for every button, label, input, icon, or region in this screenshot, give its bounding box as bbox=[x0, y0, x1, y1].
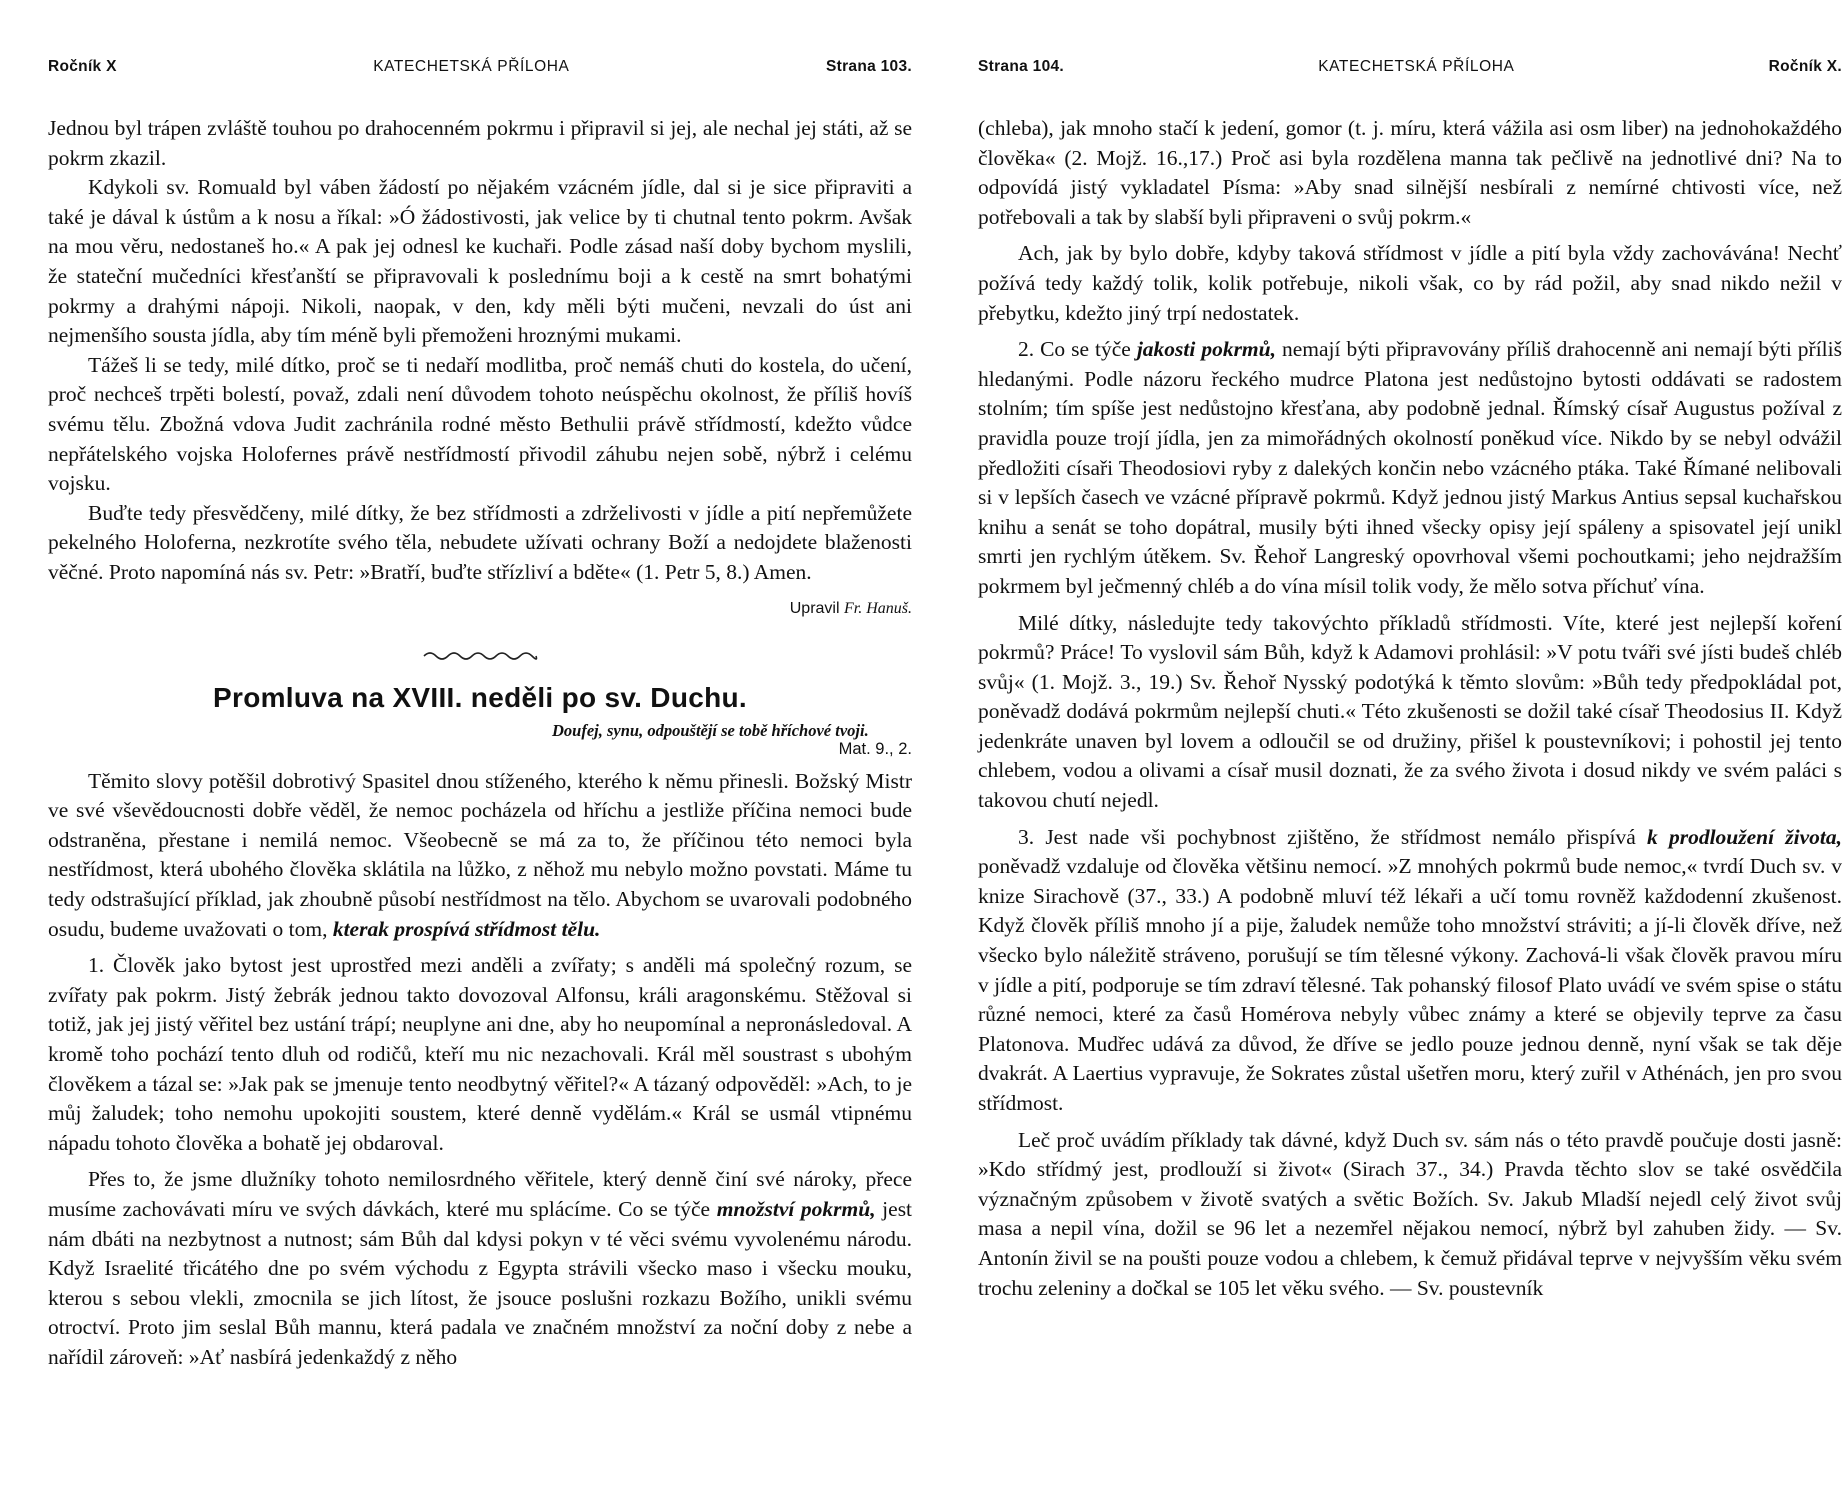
text-run: 2. Co se týče bbox=[1018, 337, 1131, 362]
right-page-body bbox=[978, 114, 1842, 1303]
paragraph: Buďte tedy přesvědčeny, milé dítky, že bez střídmosti a zdrželivosti v jídle a pití nepřemůžete pekelného Holoferna, nezkrotíte svého těla, nebudete užívati ochrany Boží a nedojdete blaženosti věčné. Proto napomíná nás sv. Petr: »Bratří, buďte střízliví a bděte« (1. Petr 5, 8.) Amen. bbox=[48, 500, 912, 584]
paragraph: Jednou byl trápen zvláště touhou po drahocenném pokrmu i připravil si jej, ale nechal jej státi, až se pokrm zkazil. bbox=[48, 116, 912, 170]
text-run: Těmito slovy potěšil dobrotivý Spasitel dnou stíženého, kterého k němu přinesli. Božský Mistr ve své vševědoucnosti dobře věděl, že nemoc pocházela od hříchu a jestliže příčina nemoci bude odstraněna, přestane i nemilá nemoc. Všeobecně se má za to, že příčinou této nemoci byla nestřídmost, která ubohého člověka sklátila na lůžko, z něhož mu nebylo možno povstati. Máme tu tedy odstrašující příklad, jak zhoubně působí nestřídmost na tělo. Abychom se uvarovali podobného osudu, budeme uvažovati o tom, bbox=[48, 768, 912, 941]
emphasis: k prodloužení života, bbox=[1647, 824, 1843, 849]
left-page-body bbox=[48, 114, 912, 1373]
left-page bbox=[48, 58, 912, 1373]
right-header-page-number: Strana 104. bbox=[978, 58, 1065, 75]
text-run: Přes to, že jsme dlužníky tohoto nemilosrdného věřitele, který denně činí své nároky, přece musíme zachovávati míru ve svých dávkách, které mu splácíme. Co se týče bbox=[48, 1167, 912, 1221]
right-page-header bbox=[978, 58, 1842, 80]
motto-quote: Doufej, synu, odpouštějí se tobě hříchové tvoji. bbox=[552, 720, 869, 740]
paragraph bbox=[48, 767, 912, 945]
left-header-title: KATECHETSKÁ PŘÍLOHA bbox=[373, 58, 570, 75]
ornament-divider bbox=[420, 647, 540, 665]
paragraph: Kdykoli sv. Romuald byl váben žádostí po nějakém vzácném jídle, dal si je sice připraviti a také je dával k ústům a k nosu a říkal: »Ó žádostivosti, jak velice by ti chutnal tento pokrm. Avšak na mou věru, nedostaneš ho.« A pak jej odnesl ke kuchaři. Podle zásad naší doby bychom myslili, že stateční mučedníci křesťanští se připravovali k poslednímu boji a k cestě na smrt bohatými pokrmy a drahými nápoji. Nikoli, naopak, v den, kdy měli býti mučeni, nevzali do úst ani nejmenšího sousta jídla, aby tím méně byli přemoženi hroznými mukami. bbox=[48, 175, 912, 348]
text-run: 3. Jest nade vši pochybnost zjištěno, že střídmost nemálo přispívá bbox=[1018, 824, 1636, 849]
paragraph: Milé dítky, následujte tedy takovýchto příkladů střídmosti. Víte, které jest nejlepší koření pokrmů? Práce! To vyslovil sám Bůh, když k Adamovi prohlásil: »V potu tváři své jísti budeš chléb svůj« (1. Mojž. 3., 19.) Sv. Řehoř Nysský podotýká k těmto slovům: »Bůh tedy předpokládal pot, poněvadž dodává pokrmům nejlepší chuti.« Této zkušenosti se dožil také císař Theodosius II. Když jedenkráte unaven byl lovem a odloučil se od družiny, přišel k poustevníkovi; i pohostil jej tento chlebem, vodou a olivami a císař musil doznati, že za svého života i dosud nikdy ve svém paláci s takovou chutí nejedl. bbox=[978, 610, 1842, 813]
paragraph bbox=[48, 1165, 912, 1372]
text-run: nemají býti připravovány příliš drahocenně ani nemají býti příliš hledanými. Podle názoru řeckého mudrce Platona jest nedůstojno bytosti oddávati se radostem stolním; tím spíše jest nedůstojno křesťana, aby podobně jednal. Římský císař Augustus požíval z pravidla pouze trojí jídla, jen za mimořádných okolností poněkud více. Nikdo by se nebyl odvážil předložiti císaři Theodosiovi ryby z dalekých končin nebo vzácného ptáka. Také Římané nelibovali si v lepších časech ve vzácné přípravě pokrmů. Když jednou jistý Markus Antius sepsal kuchařskou knihu a senát se toho dopátral, musily býti ihned všecky opisy její spáleny a spisovatel její unikl smrti jen rychlým útěkem. Sv. Řehoř Langreský opovrhoval všemi pochoutkami; jeho nejdražším pokrmem byl ječmenný chléb a do vína mísil tolik vody, že mělo sotva příchuť vína. bbox=[978, 337, 1842, 598]
paragraph: Leč proč uvádím příklady tak dávné, když Duch sv. sám nás o této pravdě poučuje dosti jasně: »Kdo střídmý jest, prodlouží si život« (Sirach 37., 34.) Pravda těchto slov se také osvědčila význačným způsobem v životě svatých a světic Božích. Sv. Jakub Mladší nejedl celý život svůj masa a nepil vína, dožil se 96 let a nezemřel nějakou nemocí, nýbrž byl zahuben židy. — Sv. Antonín živil se na poušti pouze vodou a chlebem, k čemuž přidával teprve v nejvyšším věku svém trochu zeleniny a dočkal se 105 let věku svého. — Sv. poustevník bbox=[978, 1127, 1842, 1300]
paragraph bbox=[978, 335, 1842, 601]
paragraph: (chleba), jak mnoho stačí k jedení, gomor (t. j. míru, která vážila asi osm liber) na jednohokaždého člověka« (2. Mojž. 16.,17.) Proč asi byla rozdělena manna tak pečlivě na jednotlivé dni? Na to odpovídá jistý vykladatel Písma: »Aby snad silnější nesbírali z nemírné chtivosti více, než potřebovali a tak by slabší byli připraveni o svůj pokrm.« bbox=[978, 116, 1842, 229]
right-page bbox=[978, 58, 1842, 1303]
left-header-volume: Ročník X bbox=[48, 58, 117, 75]
motto bbox=[48, 721, 912, 759]
paragraph: Ach, jak by bylo dobře, kdyby taková střídmost v jídle a pití byla vždy zachovávána! Nechť požívá tedy každý tolik, kolik potřebuje, nikoli však, co by rád požil, aby snad nikdo nežil v přebytku, kdežto jiný trpí nedostatek. bbox=[978, 241, 1842, 325]
left-header-page-number: Strana 103. bbox=[825, 58, 912, 75]
emphasis: množství pokrmů, bbox=[716, 1197, 876, 1221]
left-page-header bbox=[48, 58, 912, 80]
paragraph bbox=[978, 823, 1842, 1119]
emphasis: jakosti pokrmů, bbox=[1136, 337, 1276, 362]
text-run: poněvadž vzdaluje od člověka většinu nemocí. »Z mnohých pokrmů bude nemoc,« tvrdí Duch sv. v knize Sirachově (37., 33.) A podobně mluví též lékaři a učí tomu rovněž každodenní zkušenost. Když člověk příliš mnoho jí a pije, žaludek nemůže toho množství stráviti; a jí-li člověk dříve, než všecko bylo náležitě stráveno, porušují se tím tělesné výkony. Zachová-li však člověk pravou míru v jídle a pití, podporuje se tím zdraví tělesné. Tak pohanský filosof Plato uvádí ve svém spise o státu různé nemoci, které za časů Homérova nebyly vůbec známy a které se objevily teprve za času Platonova. Mudřec udává za důvod, že dříve se jedlo pouze jednou denně, nyní však se tak děje dvakrát. A Laertius vypravuje, že Sokrates zůstal ušetřen moru, který zuřil v Athénách, jen pro svou střídmost. bbox=[978, 854, 1842, 1115]
signature bbox=[790, 594, 912, 624]
paragraph: 1. Člověk jako bytost jest uprostřed mezi anděli a zvířaty; s anděli má společný rozum, se zvířaty pak pokrm. Jistý žebrák jednou takto dovozoval Alfonsu, králi aragonskému. Stěžoval si totiž, jak jej jistý věřitel bez ustání trápí; neuplyne ani dne, aby ho neupomínal a nepronásledoval. A kromě toho pochází tento dluh od rodičů, kteří mu nic nezachovali. Král měl soustrast s ubohým člověkem a tázal se: »Jak pak se jmenuje tento neodbytný věřitel?« A tázaný odpověděl: »Ach, to je můj žaludek; toho nemohu upokojiti soustem, které denně vydělám.« Král se usmál vtipnému nápadu tohoto člověka a bohatě jej obdaroval. bbox=[48, 953, 912, 1155]
right-header-volume: Ročník X. bbox=[1768, 58, 1842, 75]
emphasis: kterak prospívá střídmost tělu. bbox=[332, 916, 601, 941]
paragraph: Tážeš li se tedy, milé dítko, proč se ti nedaří modlitba, proč nemáš chuti do kostela, do učení, proč nechceš trpěti bolestí, považ, zdali není důvodem tohoto neúspěchu okolnost, že příliš hovíš svému tělu. Zbožná vdova Judit zachránila rodné město Bethulii právě střídmostí, kdežto vůdce nepřátelského vojska Holofernes právě nestřídmostí přivodil záhubu nejen sobě, nýbrž i celému vojsku. bbox=[48, 352, 912, 496]
signature-name: Fr. Hanuš. bbox=[843, 599, 912, 617]
motto-reference: Mat. 9., 2. bbox=[838, 739, 912, 758]
right-header-title: KATECHETSKÁ PŘÍLOHA bbox=[1318, 58, 1515, 75]
text-run: jest nám dbáti na nezbytnost a nutnost; sám Bůh dal kdysi pokyn v té věci svému vyvolenému národu. Když Israelité třicátého dne po svém východu z Egypta strávili všecko maso i všecku mouku, kterou s sebou vlekli, zmocnila se jich lítost, že jsouce poslušni rozkazu Božího, unikli svému otroctví. Proto jim seslal Bůh mannu, která padala ve značném množství za noční doby z nebe a nařídil zároveň: »Ať nasbírá jedenkaždý z něho bbox=[48, 1197, 913, 1369]
signature-prefix: Upravil bbox=[789, 599, 840, 617]
sermon-title: Promluva na XVIII. neděli po sv. Duchu. bbox=[213, 682, 747, 714]
